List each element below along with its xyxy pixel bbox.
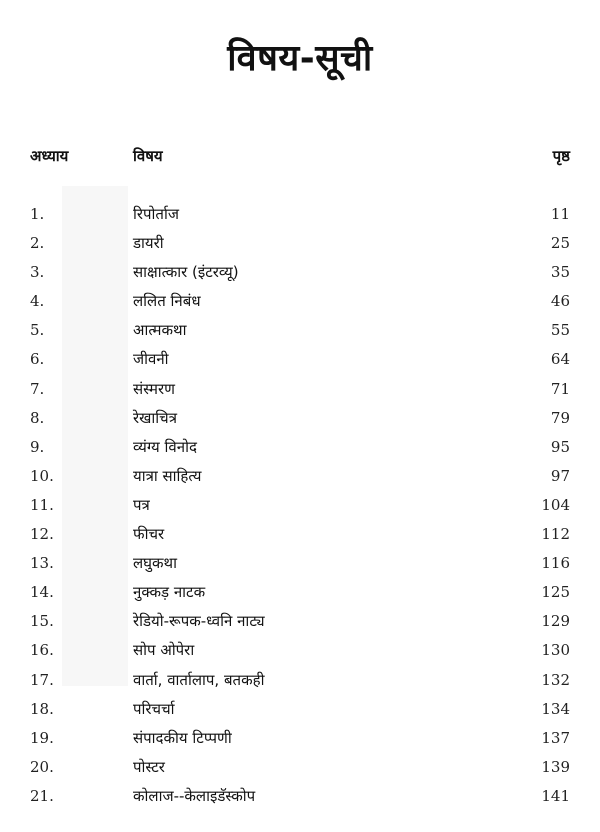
page-number: 112: [541, 525, 570, 544]
chapter-number: 19.: [30, 728, 54, 747]
chapter-topic: जीवनी: [133, 350, 169, 369]
chapter-number: 21.: [30, 786, 54, 805]
page-number: 35: [550, 263, 570, 282]
chapter-number: 7.: [30, 379, 45, 398]
chapter-topic: आत्मकथा: [133, 321, 187, 340]
header-topic: विषय: [133, 147, 163, 165]
page-number: 25: [550, 234, 570, 253]
chapter-topic: ललित निबंध: [133, 292, 201, 311]
chapter-number: 5.: [30, 321, 45, 340]
table-header: [0, 146, 600, 172]
chapter-number: 4.: [30, 292, 45, 311]
chapter-topic: रिपोर्ताज: [133, 205, 179, 223]
list-item[interactable]: [0, 666, 600, 695]
list-item[interactable]: [0, 433, 600, 462]
page-number: 11: [550, 205, 570, 223]
header-page: पृष्ठ: [552, 147, 570, 165]
list-item[interactable]: [0, 316, 600, 345]
list-item[interactable]: [0, 491, 600, 520]
chapter-topic: लघुकथा: [133, 554, 178, 573]
list-item[interactable]: [0, 375, 600, 404]
list-item[interactable]: [0, 345, 600, 374]
page-number: 130: [541, 641, 570, 660]
chapter-topic: साक्षात्कार (इंटरव्यू): [133, 263, 239, 282]
chapter-number: 18.: [30, 699, 54, 718]
list-item[interactable]: [0, 695, 600, 724]
chapter-topic: कोलाज--केलाइडॅस्कोप: [133, 786, 256, 805]
page-number: 132: [541, 670, 570, 689]
page-number: 104: [541, 495, 570, 514]
list-item[interactable]: [0, 404, 600, 433]
page-number: 64: [550, 350, 570, 369]
header-chapter: अध्याय: [30, 147, 69, 165]
chapter-topic: संपादकीय टिप्पणी: [133, 728, 232, 747]
page-number: 125: [541, 583, 570, 602]
page-number: 71: [550, 379, 570, 398]
chapter-number: 20.: [30, 757, 54, 776]
page-number: 55: [550, 321, 570, 340]
chapter-topic: डायरी: [133, 234, 164, 253]
page-number: 129: [541, 612, 570, 631]
chapter-topic: फीचर: [133, 525, 165, 544]
page-number: 79: [550, 408, 570, 427]
page-number: 97: [550, 466, 570, 485]
list-item[interactable]: [0, 636, 600, 665]
chapter-topic: रेडियो-रूपक-ध्वनि नाट्य: [133, 612, 265, 631]
list-item[interactable]: [0, 258, 600, 287]
page-number: 134: [541, 699, 570, 718]
chapter-number: 8.: [30, 408, 45, 427]
page-number: 137: [541, 728, 570, 747]
chapter-topic: यात्रा साहित्य: [133, 466, 202, 485]
list-item[interactable]: [0, 578, 600, 607]
chapter-topic: पत्र: [133, 495, 150, 514]
chapter-number: 11.: [30, 495, 54, 514]
chapter-topic: वार्ता, वार्तालाप, बतकही: [133, 670, 265, 689]
list-item[interactable]: [0, 287, 600, 316]
list-item[interactable]: [0, 229, 600, 258]
chapter-number: 16.: [30, 641, 54, 660]
chapter-number: 6.: [30, 350, 45, 369]
list-item[interactable]: [0, 549, 600, 578]
chapter-number: 10.: [30, 466, 54, 485]
chapter-topic: रेखाचित्र: [133, 408, 177, 427]
page-number: 116: [541, 554, 570, 573]
chapter-number: 17.: [30, 670, 54, 689]
chapter-number: 3.: [30, 263, 45, 282]
page-number: 95: [550, 437, 570, 456]
list-item[interactable]: [0, 462, 600, 491]
chapter-number: 14.: [30, 583, 54, 602]
chapter-topic: सोप ओपेरा: [133, 641, 195, 660]
chapter-topic: व्यंग्य विनोद: [133, 437, 197, 456]
page-number: 139: [541, 757, 570, 776]
page-number: 46: [550, 292, 570, 311]
chapter-number: 9.: [30, 437, 45, 456]
list-item[interactable]: [0, 607, 600, 636]
chapter-topic: संस्मरण: [133, 379, 175, 398]
chapter-number: 1.: [30, 205, 45, 223]
chapter-number: 13.: [30, 554, 54, 573]
chapter-topic: पोस्टर: [133, 757, 165, 776]
list-item[interactable]: [0, 753, 600, 782]
chapter-number: 15.: [30, 612, 54, 631]
list-item[interactable]: [0, 724, 600, 753]
page-number: 141: [541, 786, 570, 805]
chapter-topic: नुक्कड़ नाटक: [133, 583, 206, 602]
list-item[interactable]: [0, 520, 600, 549]
chapter-number: 2.: [30, 234, 45, 253]
page-title: विषय-सूची: [227, 38, 373, 79]
list-item[interactable]: [0, 200, 600, 229]
contents-list: [0, 200, 600, 811]
chapter-number: 12.: [30, 525, 54, 544]
list-item[interactable]: [0, 782, 600, 811]
chapter-topic: परिचर्चा: [133, 699, 175, 718]
